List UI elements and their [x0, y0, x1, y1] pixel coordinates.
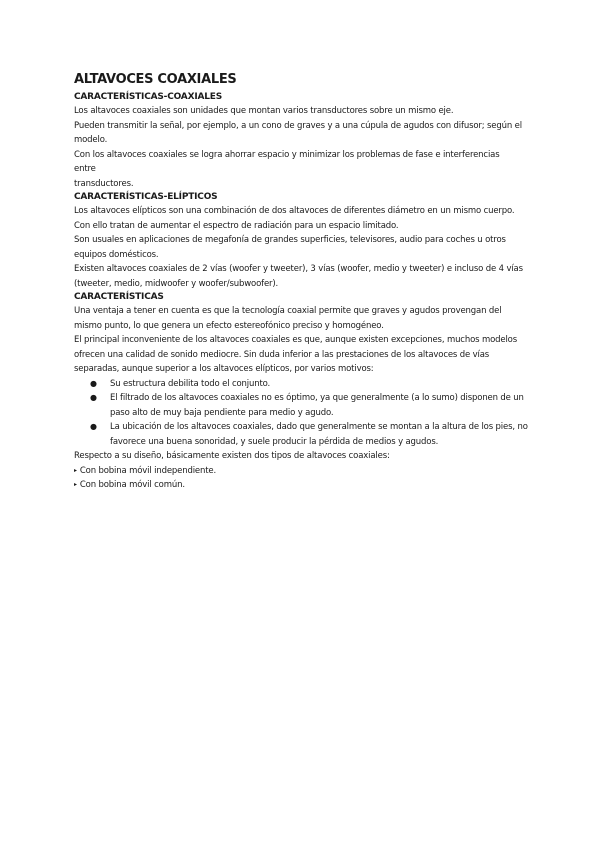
paragraph-line: (tweeter, medio, midwoofer y woofer/subwoofer).: [74, 278, 279, 289]
bullet-item: [74, 391, 534, 406]
paragraph-line: Los altavoces coaxiales son unidades que montan varios transductores sobre un mismo eje.: [74, 106, 454, 116]
bullet-item: [74, 420, 534, 435]
section-heading-elipticos: CARACTERÍSTICAS-ELÍPTICOS: [74, 192, 218, 202]
paragraph-line: Con ello tratan de aumentar el espectro de radiación para un espacio limitado.: [74, 220, 399, 231]
paragraph-line: equipos domésticos.: [74, 249, 159, 260]
paragraph-line: modelo.: [74, 135, 108, 145]
paragraph-line: Existen altavoces coaxiales de 2 vías (woofer y tweeter), 3 vías (woofer, medio y tweeter) e incluso de 4 vías: [74, 264, 523, 274]
bullet-text: paso alto de muy baja pendiente para medio y agudo.: [110, 407, 334, 418]
bullet-text: La ubicación de los altavoces coaxiales, dado que generalmente se montan a la altura de los pies, no: [110, 422, 528, 432]
document-body: [74, 71, 534, 493]
bullet-item: [74, 377, 534, 392]
paragraph-line: Son usuales en aplicaciones de megafonía de grandes superficies, televisores, audio para coches u otros: [74, 235, 506, 245]
triangle-bullet-icon: ▸: [74, 481, 77, 488]
paragraph-line: entre: [74, 164, 96, 174]
triangle-bullet-icon: ▸: [74, 466, 77, 474]
bullet-text: El filtrado de los altavoces coaxiales no es óptimo, ya que generalmente (a lo sumo) disponen de un: [110, 393, 524, 403]
bullet-icon: ●: [90, 422, 97, 431]
paragraph-line: Con los altavoces coaxiales se logra ahorrar espacio y minimizar los problemas de fase e interferencias: [74, 149, 500, 160]
type-item: [74, 478, 534, 493]
paragraph-line: Pueden transmitir la señal, por ejemplo, a un cono de graves y a una cúpula de agudos con difusor; según el: [74, 120, 522, 131]
paragraph-line: ofrecen una calidad de sonido mediocre. Sin duda inferior a las prestaciones de los altavoces de vías: [74, 349, 490, 360]
paragraph-line: Los altavoces elípticos son una combinación de dos altavoces de diferentes diámetro en un mismo cuerpo.: [74, 206, 515, 216]
type-text: Con bobina móvil independiente.: [79, 465, 217, 476]
paragraph-line: Una ventaja a tener en cuenta es que la tecnología coaxial permite que graves y agudos provengan del: [74, 306, 502, 316]
paragraph-line: mismo punto, lo que genera un efecto estereofónico preciso y homogéneo.: [74, 320, 384, 331]
bullet-item-continuation: [74, 435, 534, 450]
bullet-list: [74, 377, 534, 450]
type-text: Con bobina móvil común.: [79, 480, 185, 490]
bullet-item-continuation: [74, 406, 534, 421]
paragraph-line: separadas, aunque superior a los altavoces elípticos, por varios motivos:: [74, 364, 374, 374]
section-heading-coaxiales: CARACTERÍSTICAS-COAXIALES: [74, 92, 222, 102]
bullet-icon: ●: [90, 393, 97, 402]
type-item: [74, 464, 534, 479]
bullet-text: favorece una buena sonoridad, y suele producir la pérdida de medios y agudos.: [110, 436, 439, 447]
document-title: ALTAVOCES COAXIALES: [74, 72, 237, 87]
paragraph-line: transductores.: [74, 178, 134, 189]
paragraph-line: Respecto a su diseño, básicamente existen dos tipos de altavoces coaxiales:: [74, 451, 390, 461]
paragraph-line: El principal inconveniente de los altavoces coaxiales es que, aunque existen excepciones, muchos modelos: [74, 335, 517, 345]
bullet-icon: ●: [90, 378, 97, 388]
bullet-text: Su estructura debilita todo el conjunto.: [110, 378, 271, 389]
section-heading-caracteristicas: CARACTERÍSTICAS: [74, 292, 164, 302]
